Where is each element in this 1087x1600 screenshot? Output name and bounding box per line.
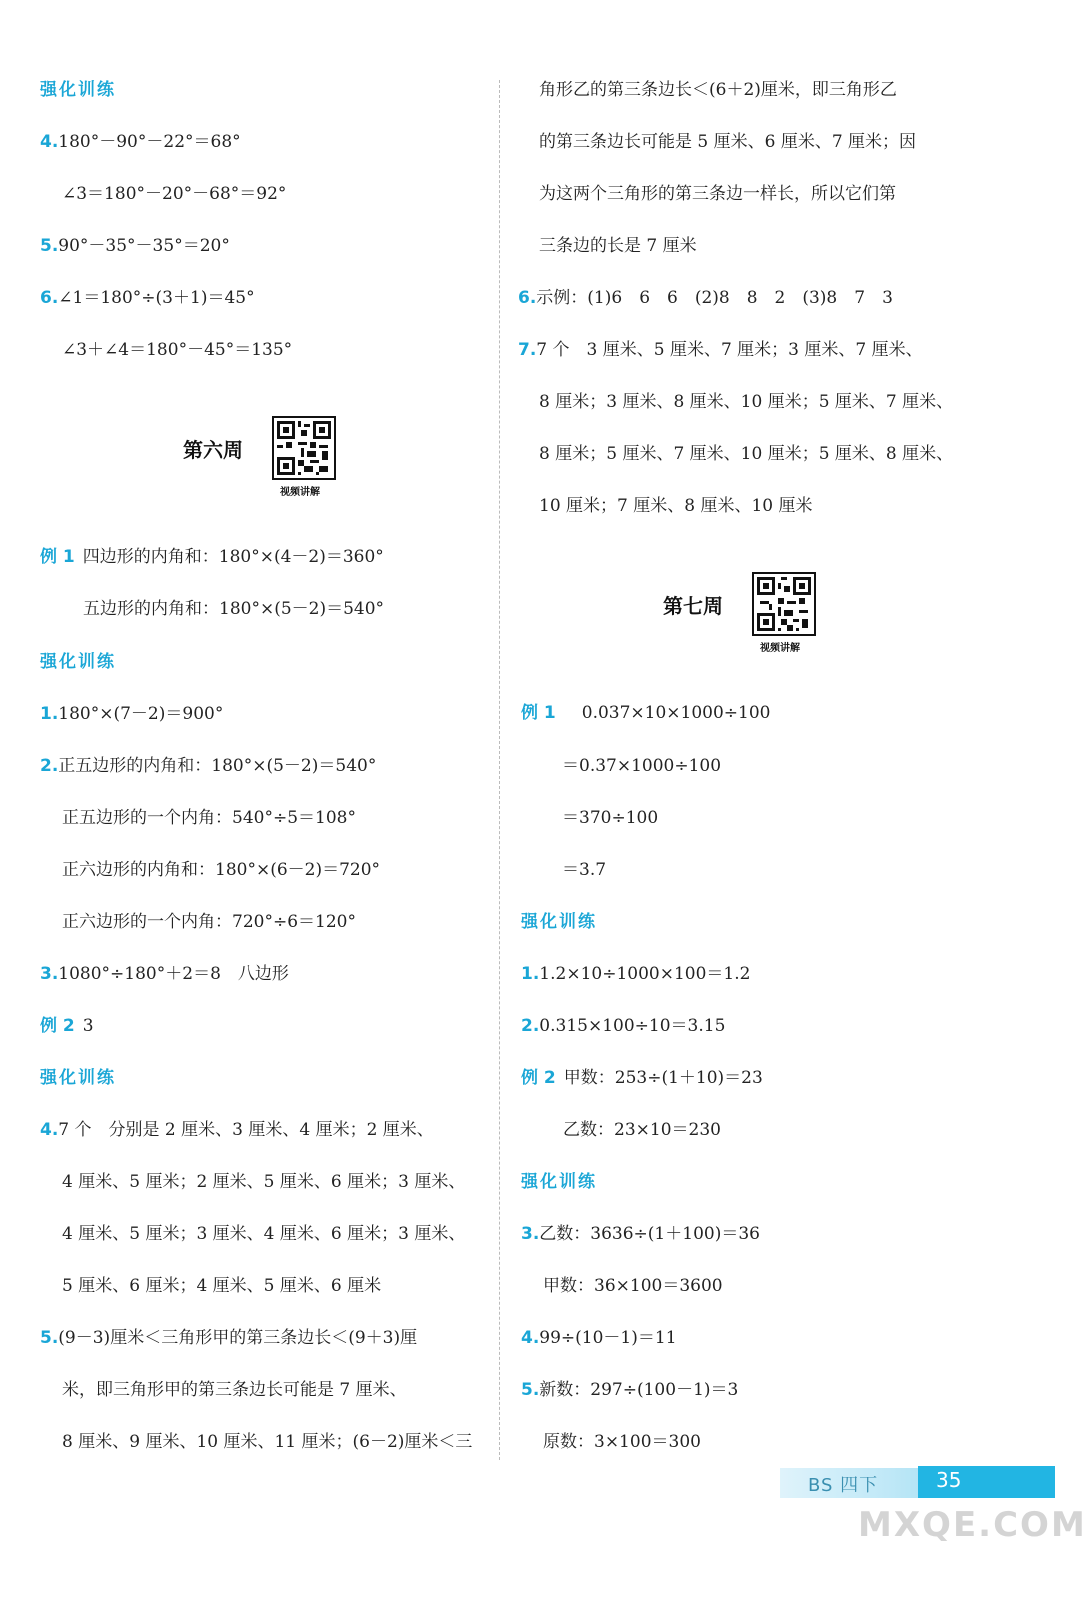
answer-line: 4 厘米、5 厘米；2 厘米、5 厘米、6 厘米；3 厘米、 xyxy=(62,1172,466,1192)
qr-code-icon[interactable] xyxy=(272,416,336,480)
answer-line: 8 厘米、9 厘米、10 厘米、11 厘米；(6－2)厘米＜三 xyxy=(62,1432,473,1452)
answer-line xyxy=(521,963,750,985)
answer-line: 三条边的长是 7 厘米 xyxy=(539,236,697,256)
answer-text: 99÷(10－1)＝11 xyxy=(539,1328,677,1348)
example-line: 乙数：23×10＝230 xyxy=(563,1120,721,1140)
page-number: 35 xyxy=(936,1468,962,1492)
answer-line xyxy=(518,339,923,361)
qr-caption: 视频讲解 xyxy=(760,643,800,654)
answer-text: (9－3)厘米＜三角形甲的第三条边长＜(9＋3)厘 xyxy=(58,1328,418,1348)
answer-line: 的第三条边长可能是 5 厘米、6 厘米、7 厘米；因 xyxy=(539,132,917,152)
answer-line xyxy=(40,235,230,257)
item-number: 4. xyxy=(40,1120,59,1140)
answer-line xyxy=(40,1327,417,1349)
item-number: 2. xyxy=(521,1016,540,1036)
answer-line xyxy=(521,1223,760,1245)
item-number: 5. xyxy=(40,236,59,256)
qr-code-icon[interactable] xyxy=(752,572,816,636)
example-label: 例 1 xyxy=(521,703,556,723)
answer-text: 7 个 分别是 2 厘米、3 厘米、4 厘米；2 厘米、 xyxy=(58,1120,434,1140)
answer-text: 乙数：3636÷(1＋100)＝36 xyxy=(539,1224,760,1244)
answer-line xyxy=(518,287,893,309)
section-header: 强化训练 xyxy=(40,1068,116,1088)
example-line: ＝370÷100 xyxy=(562,808,659,828)
example-text: 四边形的内角和：180°×(4－2)＝360° xyxy=(82,547,384,567)
answer-line xyxy=(40,131,241,153)
example-line: ＝0.37×1000÷100 xyxy=(562,756,722,776)
answer-text: 90°－35°－35°＝20° xyxy=(58,236,230,256)
answer-line xyxy=(521,1327,677,1349)
answer-line: 8 厘米；3 厘米、8 厘米、10 厘米；5 厘米、7 厘米、 xyxy=(539,392,954,412)
item-number: 5. xyxy=(521,1380,540,1400)
example-line xyxy=(521,1067,763,1089)
week-title: 第六周 xyxy=(183,438,243,462)
example-text: 3 xyxy=(82,1016,94,1036)
item-number: 7. xyxy=(518,340,537,360)
example-line: 五边形的内角和：180°×(5－2)＝540° xyxy=(83,599,385,619)
item-number: 5. xyxy=(40,1328,59,1348)
item-number: 1. xyxy=(40,704,59,724)
example-text: 甲数：253÷(1＋10)＝23 xyxy=(563,1068,763,1088)
item-number: 3. xyxy=(521,1224,540,1244)
answer-line: 4 厘米、5 厘米；3 厘米、4 厘米、6 厘米；3 厘米、 xyxy=(62,1224,466,1244)
answer-text: 1080°÷180°＋2＝8 八边形 xyxy=(58,964,289,984)
answer-line: ∠3＋∠4＝180°－45°＝135° xyxy=(62,340,293,360)
item-number: 6. xyxy=(40,288,59,308)
answer-line: 10 厘米；7 厘米、8 厘米、10 厘米 xyxy=(539,496,813,516)
answer-text: 7 个 3 厘米、5 厘米、7 厘米；3 厘米、7 厘米、 xyxy=(536,340,923,360)
answer-line xyxy=(521,1379,738,1401)
answer-line: 原数：3×100＝300 xyxy=(543,1432,701,1452)
example-line xyxy=(521,702,771,724)
answer-line xyxy=(40,287,255,309)
qr-caption: 视频讲解 xyxy=(280,487,320,498)
answer-line xyxy=(40,963,289,985)
answer-line: 角形乙的第三条边长＜(6＋2)厘米，即三角形乙 xyxy=(539,80,897,100)
section-header: 强化训练 xyxy=(521,1172,597,1192)
answer-line: 正六边形的内角和：180°×(6－2)＝720° xyxy=(62,860,381,880)
answer-line: 5 厘米、6 厘米；4 厘米、5 厘米、6 厘米 xyxy=(62,1276,382,1296)
answer-line: 8 厘米；5 厘米、7 厘米、10 厘米；5 厘米、8 厘米、 xyxy=(539,444,954,464)
item-number: 4. xyxy=(40,132,59,152)
answer-text: 正五边形的内角和：180°×(5－2)＝540° xyxy=(58,756,377,776)
answer-line: 甲数：36×100＝3600 xyxy=(543,1276,723,1296)
column-divider xyxy=(499,80,500,1460)
example-line xyxy=(40,546,384,568)
item-number: 4. xyxy=(521,1328,540,1348)
example-line xyxy=(40,1015,94,1037)
answer-text: 1.2×10÷1000×100＝1.2 xyxy=(539,964,751,984)
example-label: 例 2 xyxy=(521,1068,556,1088)
answer-text: 180°－90°－22°＝68° xyxy=(58,132,241,152)
item-number: 6. xyxy=(518,288,537,308)
answer-line xyxy=(521,1015,725,1037)
answer-text: 新数：297÷(100－1)＝3 xyxy=(539,1380,739,1400)
item-number: 2. xyxy=(40,756,59,776)
watermark: MXQE.COM xyxy=(858,1505,1087,1545)
answer-line: 为这两个三角形的第三条边一样长，所以它们第 xyxy=(539,184,896,204)
answer-line xyxy=(40,1119,434,1141)
answer-text: 180°×(7－2)＝900° xyxy=(58,704,224,724)
section-header: 强化训练 xyxy=(40,652,116,672)
answer-text: 示例：(1)6 6 6 (2)8 8 2 (3)8 7 3 xyxy=(536,288,893,308)
example-text: 0.037×10×1000÷100 xyxy=(581,703,771,723)
section-header: 强化训练 xyxy=(521,912,597,932)
answer-line: 米，即三角形甲的第三条边长可能是 7 厘米、 xyxy=(62,1380,407,1400)
week-title: 第七周 xyxy=(663,594,723,618)
answer-text: 0.315×100÷10＝3.15 xyxy=(539,1016,726,1036)
answer-line: 正五边形的一个内角：540°÷5＝108° xyxy=(62,808,356,828)
answer-line: 正六边形的一个内角：720°÷6＝120° xyxy=(62,912,356,932)
answer-line: ∠3＝180°－20°－68°＝92° xyxy=(62,184,287,204)
answer-text: ∠1＝180°÷(3＋1)＝45° xyxy=(58,288,255,308)
answer-line xyxy=(40,755,376,777)
item-number: 3. xyxy=(40,964,59,984)
edition-label: BS 四下 xyxy=(808,1475,879,1496)
example-label: 例 1 xyxy=(40,547,75,567)
section-header: 强化训练 xyxy=(40,80,116,100)
item-number: 1. xyxy=(521,964,540,984)
example-line: ＝3.7 xyxy=(562,860,607,880)
example-label: 例 2 xyxy=(40,1016,75,1036)
answer-line xyxy=(40,703,223,725)
